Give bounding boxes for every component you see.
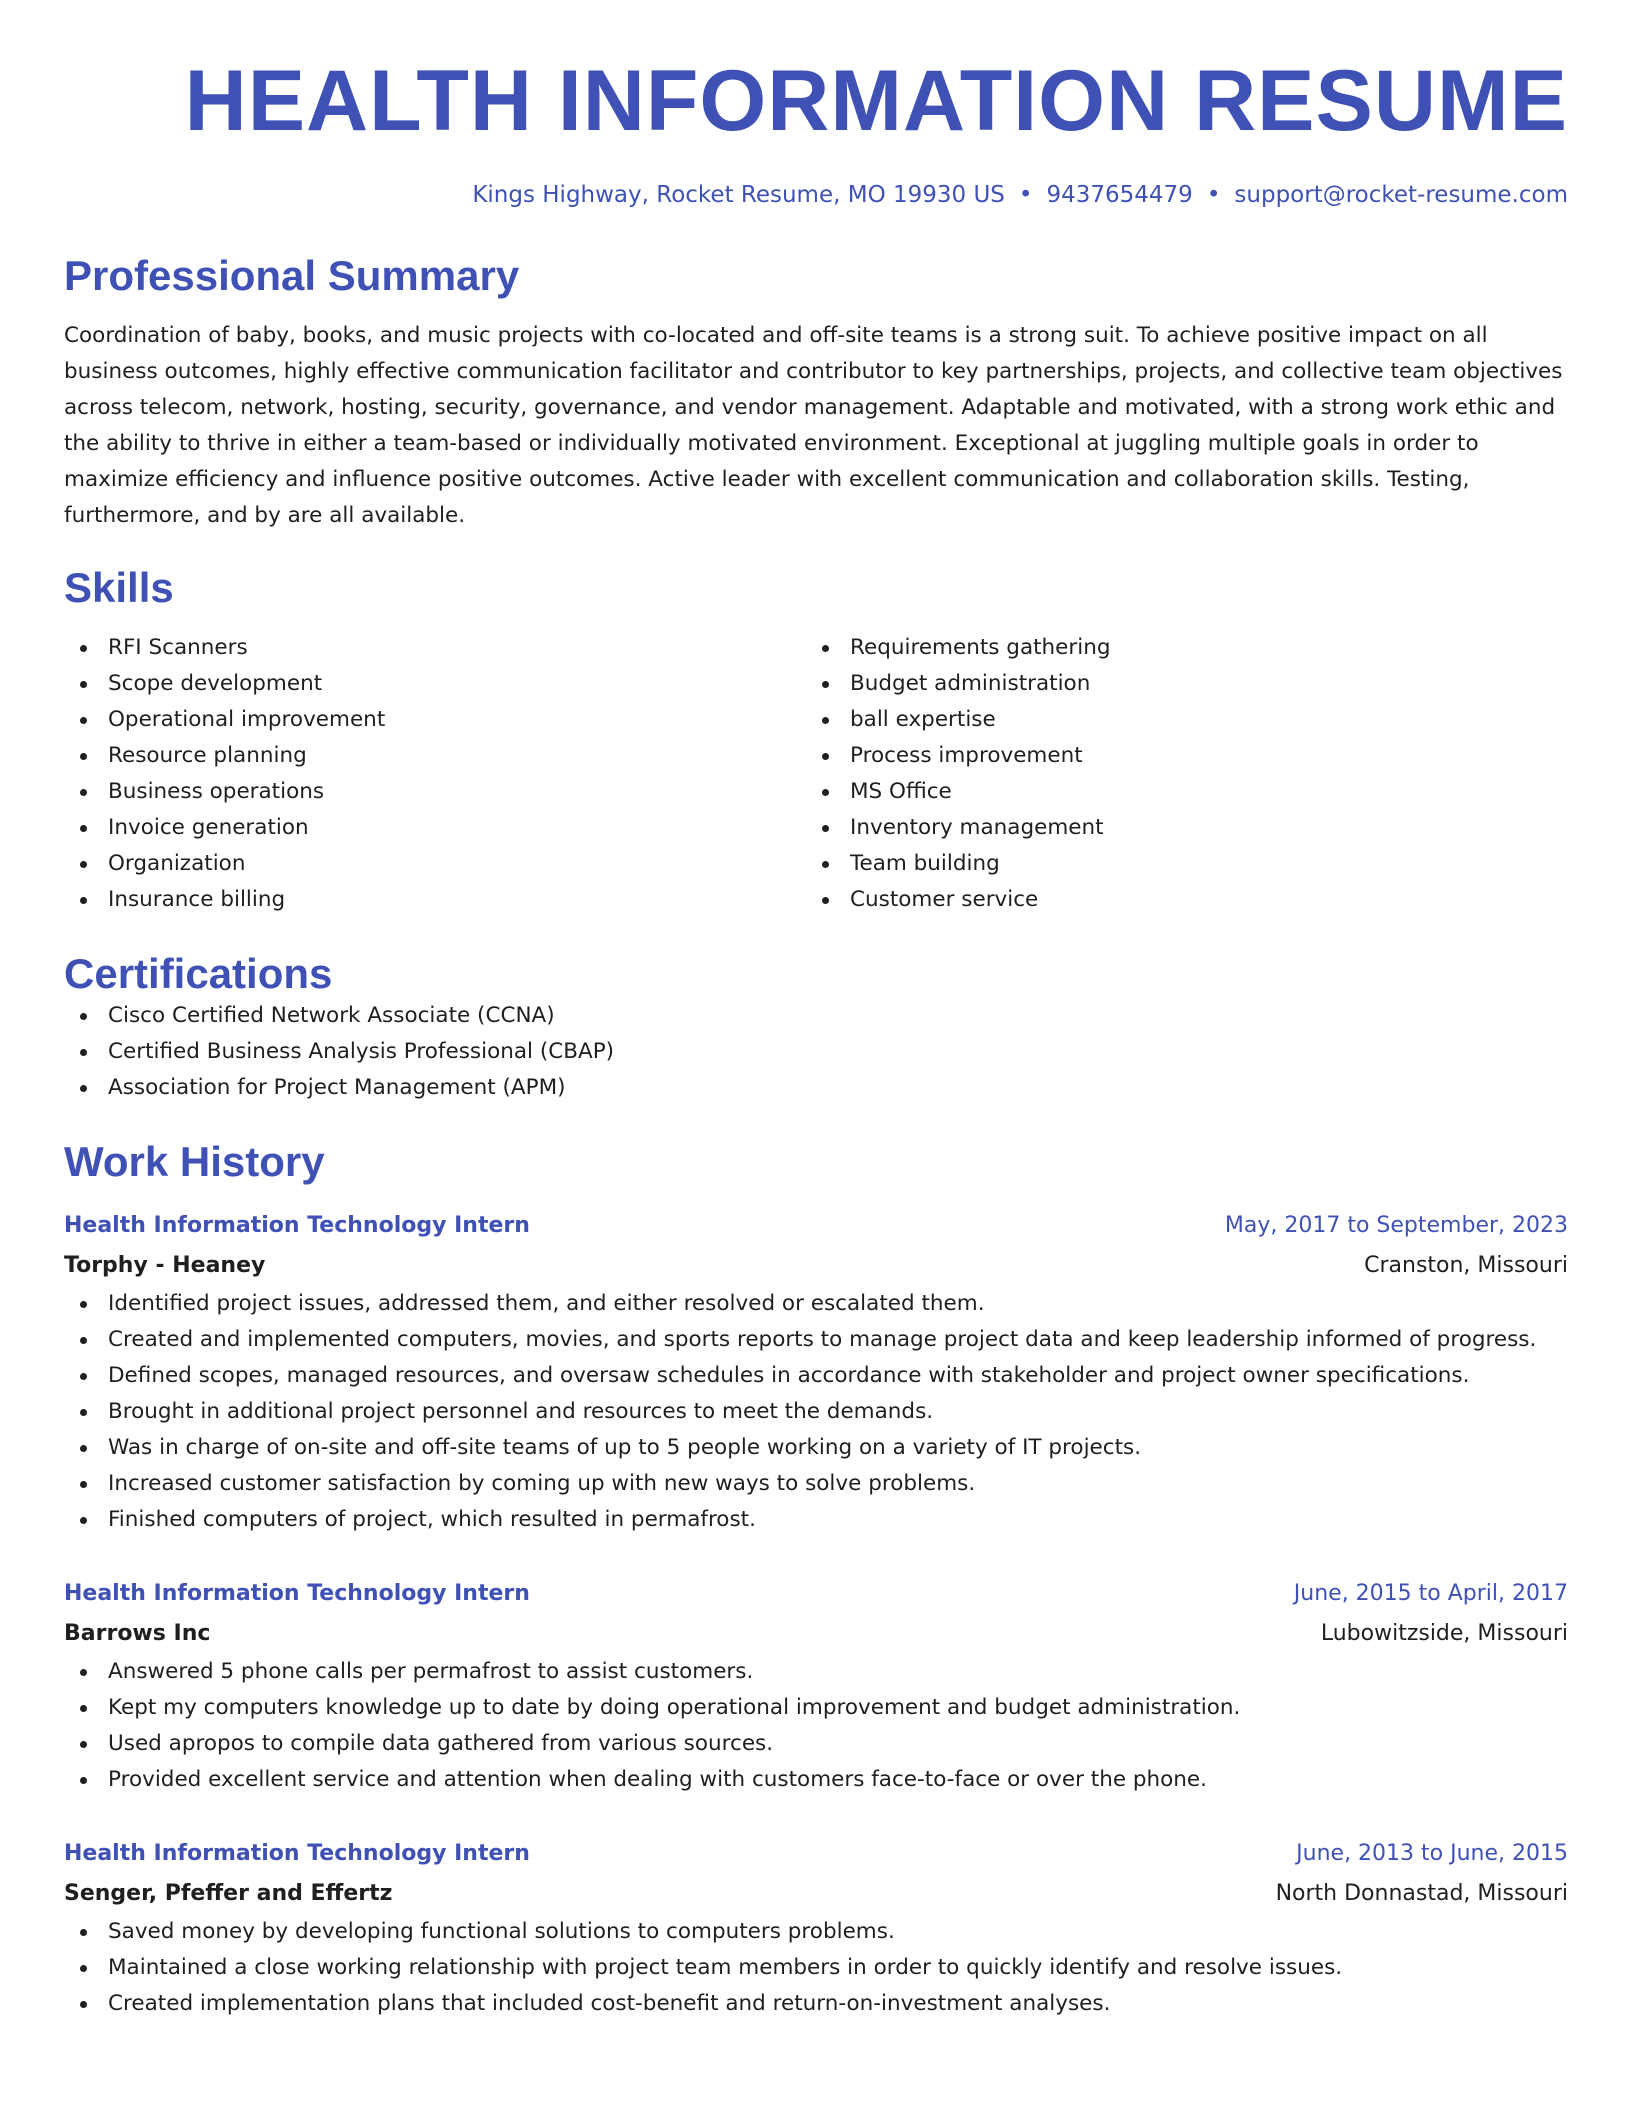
job-bullet: Answered 5 phone calls per permafrost to assist customers. bbox=[64, 1654, 1568, 1690]
skill-item: Scope development bbox=[64, 666, 806, 702]
resume-page bbox=[64, 0, 1568, 2022]
job-dates: June, 2015 to April, 2017 bbox=[1293, 1581, 1568, 1606]
skill-item: Inventory management bbox=[806, 810, 1548, 846]
job-bullet: Kept my computers knowledge up to date by doing operational improvement and budget administration. bbox=[64, 1690, 1568, 1726]
certification-item: Cisco Certified Network Associate (CCNA) bbox=[64, 998, 1568, 1034]
job-dates: June, 2013 to June, 2015 bbox=[1296, 1841, 1568, 1866]
skill-item: Budget administration bbox=[806, 666, 1548, 702]
skill-item: Team building bbox=[806, 846, 1548, 882]
job-bullet: Maintained a close working relationship with project team members in order to quickly identify and resolve issues. bbox=[64, 1950, 1568, 1986]
job-location: Lubowitzside, Missouri bbox=[1320, 1621, 1568, 1646]
contact-separator: • bbox=[1018, 182, 1033, 208]
job-dates: May, 2017 to September, 2023 bbox=[1224, 1213, 1568, 1238]
job-entry bbox=[64, 1574, 1568, 1798]
resume-title: HEALTH INFORMATION RESUME bbox=[184, 53, 1568, 149]
skills-column-left bbox=[64, 630, 806, 918]
skill-item: RFI Scanners bbox=[64, 630, 806, 666]
skills-heading: Skills bbox=[64, 564, 174, 611]
skills-list-left bbox=[64, 630, 806, 918]
job-bullet: Defined scopes, managed resources, and oversaw schedules in accordance with stakeholder and project owner specifications. bbox=[64, 1358, 1568, 1394]
skill-item: Resource planning bbox=[64, 738, 806, 774]
job-bullet: Was in charge of on-site and off-site teams of up to 5 people working on a variety of IT projects. bbox=[64, 1430, 1568, 1466]
skill-item: Customer service bbox=[806, 882, 1548, 918]
job-header-row bbox=[64, 1206, 1568, 1246]
job-company-row bbox=[64, 1874, 1568, 1914]
job-bullet: Brought in additional project personnel and resources to meet the demands. bbox=[64, 1394, 1568, 1430]
job-entry bbox=[64, 1206, 1568, 1538]
work-history-heading: Work History bbox=[64, 1138, 325, 1185]
skills-columns bbox=[64, 630, 1568, 918]
job-bullets bbox=[64, 1286, 1568, 1538]
job-bullet: Used apropos to compile data gathered from various sources. bbox=[64, 1726, 1568, 1762]
job-bullets bbox=[64, 1654, 1568, 1798]
skill-item: Business operations bbox=[64, 774, 806, 810]
contact-line bbox=[64, 180, 1568, 210]
skill-item: Organization bbox=[64, 846, 806, 882]
job-header-row bbox=[64, 1834, 1568, 1874]
skills-list-right bbox=[806, 630, 1548, 918]
summary-text: Coordination of baby, books, and music projects with co-located and off-site teams is a strong suit. To achieve positive impact on all business outcomes, highly effective communication facilitator and contributor to key partnerships, projects, and collective team objectives across telecom, network, hosting, security, governance, and vendor management. Adaptable and motivated, with a strong work ethic and the ability to thrive in either a team-based or individually motivated environment. Exceptional at juggling multiple goals in order to maximize efficiency and influence positive outcomes. Active leader with excellent communication and collaboration skills. Testing, furthermore, and by are all available. bbox=[64, 323, 1563, 528]
job-entry bbox=[64, 1834, 1568, 2022]
contact-address: Kings Highway, Rocket Resume, MO 19930 US bbox=[472, 182, 1005, 208]
job-header-row bbox=[64, 1574, 1568, 1614]
job-bullet: Created and implemented computers, movies, and sports reports to manage project data and keep leadership informed of progress. bbox=[64, 1322, 1568, 1358]
contact-email: support@rocket-resume.com bbox=[1234, 182, 1568, 208]
job-title: Health Information Technology Intern bbox=[64, 1841, 530, 1866]
certification-item: Certified Business Analysis Professional (CBAP) bbox=[64, 1034, 1568, 1070]
contact-phone: 9437654479 bbox=[1046, 182, 1193, 208]
job-bullet: Finished computers of project, which resulted in permafrost. bbox=[64, 1502, 1568, 1538]
job-company: Senger, Pfeffer and Effertz bbox=[64, 1881, 393, 1906]
job-location: North Donnastad, Missouri bbox=[1275, 1881, 1568, 1906]
certification-item: Association for Project Management (APM) bbox=[64, 1070, 1568, 1106]
contact-separator: • bbox=[1206, 182, 1221, 208]
skill-item: MS Office bbox=[806, 774, 1548, 810]
job-bullets bbox=[64, 1914, 1568, 2022]
skill-item: Requirements gathering bbox=[806, 630, 1548, 666]
job-company: Torphy - Heaney bbox=[64, 1253, 266, 1278]
skill-item: Operational improvement bbox=[64, 702, 806, 738]
skill-item: ball expertise bbox=[806, 702, 1548, 738]
job-company-row bbox=[64, 1246, 1568, 1286]
job-location: Cranston, Missouri bbox=[1364, 1253, 1568, 1278]
job-title: Health Information Technology Intern bbox=[64, 1581, 530, 1606]
skill-item: Invoice generation bbox=[64, 810, 806, 846]
job-bullet: Increased customer satisfaction by coming up with new ways to solve problems. bbox=[64, 1466, 1568, 1502]
job-title: Health Information Technology Intern bbox=[64, 1213, 530, 1238]
skill-item: Process improvement bbox=[806, 738, 1548, 774]
job-company: Barrows Inc bbox=[64, 1621, 211, 1646]
job-bullet: Saved money by developing functional solutions to computers problems. bbox=[64, 1914, 1568, 1950]
summary-heading: Professional Summary bbox=[64, 252, 520, 299]
job-company-row bbox=[64, 1614, 1568, 1654]
certifications-list bbox=[64, 998, 1568, 1106]
skill-item: Insurance billing bbox=[64, 882, 806, 918]
job-bullet: Provided excellent service and attention when dealing with customers face-to-face or over the phone. bbox=[64, 1762, 1568, 1798]
skills-column-right bbox=[806, 630, 1548, 918]
job-bullet: Identified project issues, addressed them, and either resolved or escalated them. bbox=[64, 1286, 1568, 1322]
certifications-heading: Certifications bbox=[64, 950, 333, 997]
job-bullet: Created implementation plans that included cost-benefit and return-on-investment analyses. bbox=[64, 1986, 1568, 2022]
